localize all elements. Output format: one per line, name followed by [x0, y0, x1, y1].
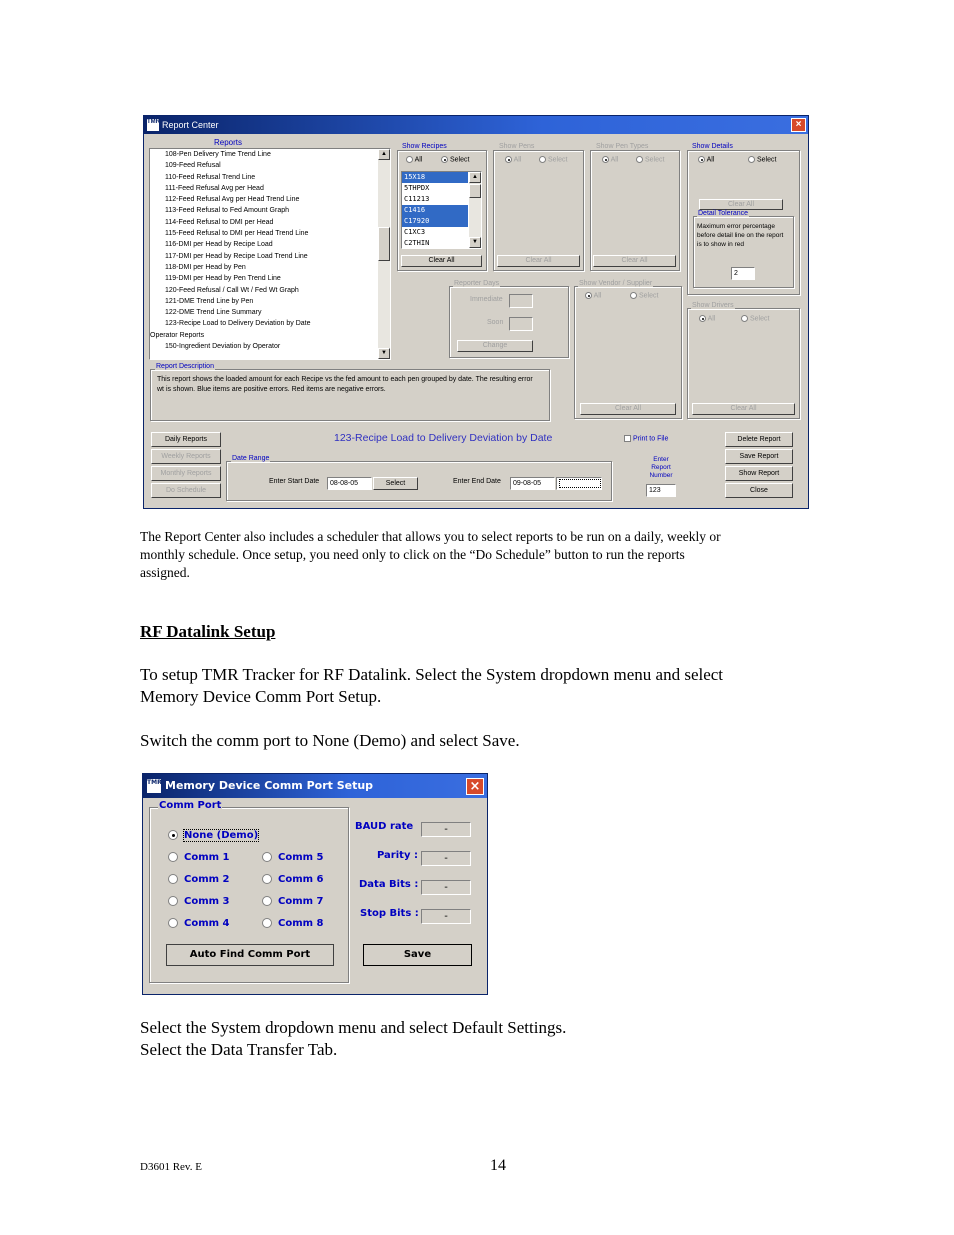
report-description-text: This report shows the loaded amount for each Recipe vs the fed amount to each pen grouped by date. The resulting error wt is shown. Blue items are positive errors. Red items are negative errors.	[157, 376, 533, 393]
radio-button-icon[interactable]	[262, 852, 272, 862]
comm-radio-none-demo[interactable]	[168, 830, 258, 841]
reports-scrollbar[interactable]	[378, 149, 390, 359]
caption-line: monthly schedule. Once setup, you need only to click on the “Do Schedule” button to run the reports	[140, 547, 685, 562]
report-number-input[interactable]: 123	[646, 484, 676, 497]
show-recipes-label: Show Recipes	[402, 143, 447, 150]
recipe-list-item[interactable]: C2THIN	[404, 239, 430, 247]
baud-rate-value: -	[421, 822, 471, 837]
scroll-thumb[interactable]	[378, 227, 390, 261]
report-list-item[interactable]: 115-Feed Refusal to DMI per Head Trend Line	[165, 230, 309, 238]
stop-bits-value: -	[421, 909, 471, 924]
recipes-scrollbar[interactable]	[469, 172, 481, 248]
report-list-item[interactable]: 108-Pen Delivery Time Trend Line	[165, 151, 271, 158]
arrow-down-icon[interactable]: ▼	[378, 348, 390, 359]
pen-types-clear-all-button[interactable]: Clear All	[593, 255, 676, 267]
radio-button-icon[interactable]	[168, 918, 178, 928]
start-date-label: Enter Start Date	[269, 478, 320, 485]
show-pens-group	[493, 150, 584, 271]
end-date-input[interactable]: 09-08-05	[510, 477, 555, 490]
date-select-button[interactable]: Select	[373, 477, 418, 490]
report-center-caption	[140, 528, 830, 582]
recipe-list-item[interactable]: C17920	[402, 216, 468, 227]
paragraph-3	[140, 1017, 566, 1061]
radio-button-icon[interactable]	[168, 896, 178, 906]
comm-option-label: Comm 3	[184, 896, 230, 907]
detail-tolerance-input[interactable]: 2	[731, 267, 755, 280]
paragraph-line: Select the System dropdown menu and select Default Settings.	[140, 1018, 567, 1037]
drivers-select-radio[interactable]: Select	[741, 315, 769, 322]
show-pen-types-label: Show Pen Types	[596, 143, 649, 150]
details-clear-all-button[interactable]: Clear All	[699, 199, 783, 210]
close-icon[interactable]: ×	[791, 118, 806, 132]
report-center-title-bar	[144, 116, 808, 134]
show-report-button[interactable]: Show Report	[725, 466, 793, 481]
report-list-item[interactable]: 150-Ingredient Deviation by Operator	[165, 343, 281, 351]
start-date-input[interactable]: 08-08-05	[327, 477, 372, 490]
arrow-down-icon[interactable]: ▼	[469, 237, 481, 248]
report-list-item[interactable]: 109-Feed Refusal	[165, 162, 221, 170]
data-bits-label: Data Bits :	[359, 879, 419, 890]
detail-tolerance-text: Maximum error percentage before detail line on the report is to show in red	[697, 223, 784, 248]
comm-radio-comm-8[interactable]	[262, 918, 324, 929]
tmr-logo-icon: TMR	[147, 119, 159, 131]
vendors-select-radio[interactable]: Select	[630, 292, 658, 299]
window-title: Memory Device Comm Port Setup	[165, 779, 374, 792]
pens-clear-all-button[interactable]: Clear All	[497, 255, 580, 267]
arrow-up-icon[interactable]: ▲	[378, 149, 390, 160]
report-list-item[interactable]: 119-DMI per Head by Pen Trend Line	[165, 275, 281, 283]
radio-button-icon[interactable]	[168, 852, 178, 862]
change-button[interactable]: Change	[457, 340, 533, 352]
reports-list[interactable]	[149, 148, 391, 360]
reports-header: Reports	[214, 138, 243, 147]
show-details-label: Show Details	[692, 143, 733, 150]
show-pens-label: Show Pens	[499, 143, 535, 150]
window-title: Report Center	[162, 120, 219, 130]
pen-types-select-radio[interactable]: Select	[636, 156, 664, 163]
pens-all-radio[interactable]: All	[505, 156, 521, 163]
arrow-up-icon[interactable]: ▲	[469, 172, 481, 183]
comm-option-label: Comm 4	[184, 918, 230, 929]
save-report-button[interactable]: Save Report	[725, 449, 793, 464]
weekly-reports-button[interactable]: Weekly Reports	[151, 449, 221, 464]
show-vendors-label: Show Vendor / Supplier	[579, 280, 653, 287]
recipe-list-item[interactable]: 15X18	[402, 172, 468, 183]
date-range-label: Date Range	[232, 455, 270, 462]
auto-find-comm-port-button[interactable]: Auto Find Comm Port	[166, 944, 334, 966]
recipe-list-item[interactable]: C1416	[402, 205, 468, 216]
comm-option-label: Comm 1	[184, 852, 230, 863]
detail-tolerance-label: Detail Tolerance	[698, 210, 749, 217]
enter-report-number-label: Enter Report Number	[649, 456, 673, 479]
report-list-item[interactable]: 120-Feed Refusal / Call Wt / Fed Wt Graph	[165, 286, 299, 294]
page-number: 14	[490, 1157, 506, 1174]
comm-port-title-bar	[143, 774, 487, 798]
parity-label: Parity :	[377, 850, 418, 861]
selected-report-title: 123-Recipe Load to Delivery Deviation by Date	[334, 432, 553, 444]
immediate-input[interactable]	[509, 294, 533, 308]
show-drivers-label: Show Drivers	[692, 302, 734, 309]
report-list-item[interactable]: 114-Feed Refusal to DMI per Head	[165, 218, 274, 226]
report-list-item[interactable]: 113-Feed Refusal to Fed Amount Graph	[165, 207, 289, 215]
baud-rate-label: BAUD rate	[355, 821, 414, 832]
comm-option-label: Comm 6	[278, 874, 324, 885]
drivers-all-radio[interactable]: All	[699, 315, 715, 322]
do-schedule-button[interactable]: Do Schedule	[151, 483, 221, 498]
radio-button-icon[interactable]	[262, 896, 272, 906]
report-description-label: Report Description	[156, 363, 214, 370]
report-list-item[interactable]: 118-DMI per Head by Pen	[165, 263, 246, 271]
report-list-item[interactable]: 121-DME Trend Line by Pen	[165, 297, 254, 305]
radio-button-icon[interactable]	[168, 874, 178, 884]
recipes-clear-all-button[interactable]: Clear All	[401, 255, 482, 267]
vendors-all-radio[interactable]: All	[585, 292, 601, 299]
stop-bits-label: Stop Bits :	[360, 908, 419, 919]
paragraph-line: Memory Device Comm Port Setup.	[140, 687, 382, 706]
save-button[interactable]: Save	[363, 944, 472, 966]
caption-line: The Report Center also includes a scheduler that allows you to select reports to be run on a daily, weekly or	[140, 529, 721, 544]
report-list-item[interactable]: 116-DMI per Head by Recipe Load	[165, 241, 273, 249]
recipes-all-radio[interactable]: All	[406, 156, 422, 163]
comm-option-label: Comm 7	[278, 896, 324, 907]
recipe-list-item[interactable]: 5THPDX	[404, 184, 430, 192]
comm-radio-comm-2[interactable]	[168, 874, 230, 885]
report-list-item[interactable]: 123-Recipe Load to Delivery Deviation by Date	[165, 320, 311, 328]
report-list-item[interactable]: 117-DMI per Head by Recipe Load Trend Line	[165, 252, 308, 260]
comm-radio-comm-1[interactable]	[168, 852, 230, 863]
comm-radio-comm-4[interactable]	[168, 918, 230, 929]
caption-line: assigned.	[140, 565, 190, 580]
footer-doc-id: D3601 Rev. E	[140, 1161, 202, 1173]
vendors-clear-all-button[interactable]: Clear All	[580, 403, 676, 415]
close-icon[interactable]: ×	[466, 778, 484, 795]
parity-value: -	[421, 851, 471, 866]
end-date-dropdown[interactable]	[556, 477, 602, 490]
details-select-radio[interactable]: Select	[748, 156, 776, 163]
recipes-select-radio[interactable]: Select	[441, 156, 469, 163]
drivers-clear-all-button[interactable]: Clear All	[692, 403, 795, 415]
comm-option-label: Comm 8	[278, 918, 324, 929]
report-list-item[interactable]: 112-Feed Refusal Avg per Head Trend Line	[165, 196, 300, 204]
comm-radio-comm-5[interactable]	[262, 852, 324, 863]
comm-option-label: Comm 2	[184, 874, 230, 885]
show-vendors-group	[574, 286, 682, 419]
comm-port-window	[142, 773, 488, 995]
section-heading: RF Datalink Setup	[140, 622, 276, 641]
soon-label: Soon	[487, 319, 504, 326]
close-button[interactable]: Close	[725, 483, 793, 498]
comm-port-group-label: Comm Port	[159, 800, 222, 811]
radio-button-icon[interactable]	[262, 918, 272, 928]
radio-button-icon[interactable]	[168, 830, 178, 840]
pens-select-radio[interactable]: Select	[539, 156, 567, 163]
tmr-logo-icon: TMR	[147, 779, 161, 793]
radio-button-icon[interactable]	[262, 874, 272, 884]
soon-input[interactable]	[509, 317, 533, 331]
comm-radio-comm-3[interactable]	[168, 896, 230, 907]
monthly-reports-button[interactable]: Monthly Reports	[151, 466, 221, 481]
comm-option-label: Comm 5	[278, 852, 324, 863]
comm-radio-comm-6[interactable]	[262, 874, 324, 885]
end-date-label: Enter End Date	[453, 478, 501, 485]
recipe-list-item[interactable]: C1XC3	[404, 228, 426, 236]
report-list-item[interactable]: 110-Feed Refusal Trend Line	[165, 173, 256, 181]
report-list-item[interactable]: 122-DME Trend Line Summary	[165, 309, 262, 317]
report-list-item[interactable]: 111-Feed Refusal Avg per Head	[165, 184, 264, 192]
daily-reports-button[interactable]: Daily Reports	[151, 432, 221, 447]
comm-radio-comm-7[interactable]	[262, 896, 324, 907]
paragraph-line: To setup TMR Tracker for RF Datalink. Select the System dropdown menu and select	[140, 665, 724, 684]
reporter-days-label: Reporter Days	[454, 280, 500, 287]
scroll-thumb[interactable]	[469, 184, 481, 198]
report-list-item[interactable]: Operator Reports	[150, 331, 205, 339]
delete-report-button[interactable]: Delete Report	[725, 432, 793, 447]
show-pen-types-group	[590, 150, 680, 271]
comm-option-label: None (Demo)	[184, 830, 259, 841]
paragraph-1	[140, 664, 840, 708]
paragraph-line: Select the Data Transfer Tab.	[140, 1040, 338, 1059]
immediate-label: Immediate	[470, 296, 503, 303]
pen-types-all-radio[interactable]: All	[602, 156, 618, 163]
print-to-file-checkbox[interactable]: Print to File	[624, 435, 668, 442]
paragraph-2: Switch the comm port to None (Demo) and select Save.	[140, 731, 520, 750]
recipe-list-item[interactable]: C11213	[404, 195, 430, 203]
details-all-radio[interactable]: All	[698, 156, 714, 163]
report-center-window	[143, 115, 809, 509]
data-bits-value: -	[421, 880, 471, 895]
